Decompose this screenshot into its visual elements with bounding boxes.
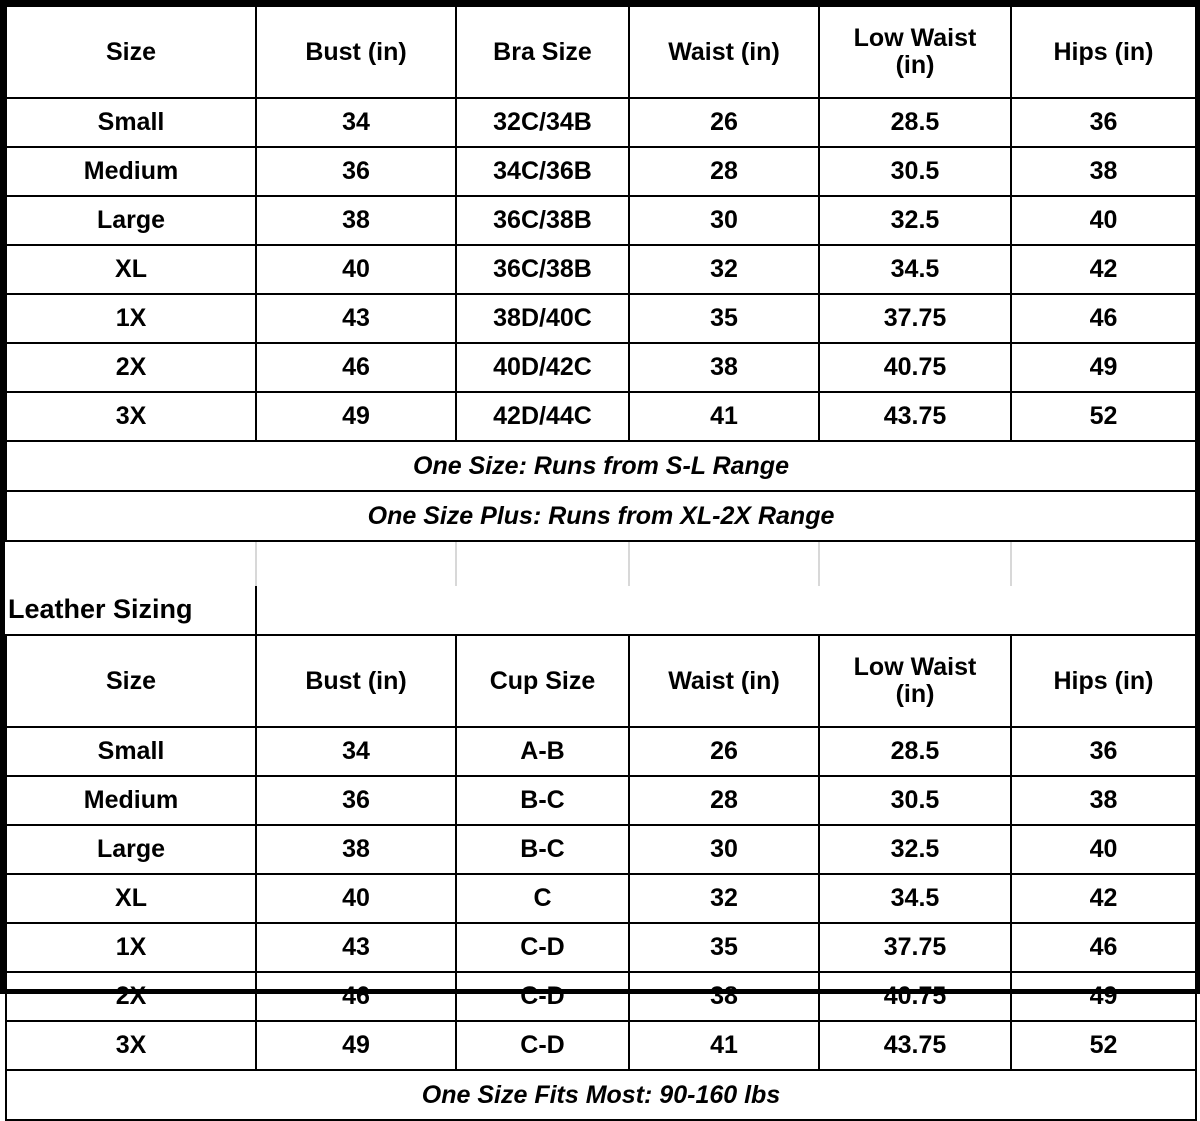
cell-cup-size: C-D	[456, 972, 629, 1021]
cell-hips: 46	[1011, 923, 1196, 972]
cell-cup-size: C	[456, 874, 629, 923]
spacer-cell	[629, 541, 819, 586]
table-one-header-row	[6, 6, 1196, 98]
cell-bust: 38	[256, 825, 456, 874]
column-header-size: Size	[6, 6, 256, 98]
cell-bust: 36	[256, 776, 456, 825]
table-row	[6, 196, 1196, 245]
cell-cup-size: B-C	[456, 776, 629, 825]
cell-cup-size: B-C	[456, 825, 629, 874]
column-header-waist: Waist (in)	[629, 6, 819, 98]
column-header-bust: Bust (in)	[256, 6, 456, 98]
cell-bust: 46	[256, 972, 456, 1021]
table-row	[6, 1021, 1196, 1070]
cell-hips: 49	[1011, 343, 1196, 392]
cell-waist: 38	[629, 343, 819, 392]
cell-low-waist: 40.75	[819, 343, 1011, 392]
cell-hips: 40	[1011, 825, 1196, 874]
cell-size: Medium	[6, 776, 256, 825]
cell-waist: 35	[629, 923, 819, 972]
spacer-cell	[819, 541, 1011, 586]
note-one-size: One Size: Runs from S-L Range	[6, 441, 1196, 491]
cell-bra-size: 32C/34B	[456, 98, 629, 147]
cell-size: XL	[6, 245, 256, 294]
cell-bust: 49	[256, 392, 456, 441]
low-waist-line-2: (in)	[895, 51, 935, 79]
table-row	[6, 294, 1196, 343]
cell-size: 3X	[6, 392, 256, 441]
cell-low-waist: 43.75	[819, 392, 1011, 441]
cell-size: 2X	[6, 972, 256, 1021]
cell-low-waist: 28.5	[819, 98, 1011, 147]
note-row	[6, 1070, 1196, 1120]
cell-size: 1X	[6, 294, 256, 343]
cell-bust: 36	[256, 147, 456, 196]
cell-size: Large	[6, 196, 256, 245]
section-blank-cell	[256, 586, 456, 635]
cell-low-waist: 30.5	[819, 147, 1011, 196]
cell-hips: 52	[1011, 1021, 1196, 1070]
column-header-bra-size: Bra Size	[456, 6, 629, 98]
cell-bust: 38	[256, 196, 456, 245]
cell-low-waist: 30.5	[819, 776, 1011, 825]
table-row	[6, 392, 1196, 441]
table-row	[6, 874, 1196, 923]
cell-hips: 36	[1011, 727, 1196, 776]
section-label-leather-sizing: Leather Sizing	[6, 586, 256, 635]
cell-hips: 36	[1011, 98, 1196, 147]
cell-hips: 40	[1011, 196, 1196, 245]
size-chart-table	[5, 5, 1197, 1121]
cell-waist: 30	[629, 825, 819, 874]
cell-low-waist: 40.75	[819, 972, 1011, 1021]
cell-bra-size: 40D/42C	[456, 343, 629, 392]
column-header-size: Size	[6, 635, 256, 727]
section-label-row	[6, 586, 1196, 635]
column-header-bust: Bust (in)	[256, 635, 456, 727]
cell-waist: 26	[629, 727, 819, 776]
spacer-row	[6, 541, 1196, 586]
table-row	[6, 972, 1196, 1021]
cell-bust: 43	[256, 294, 456, 343]
column-header-hips: Hips (in)	[1011, 6, 1196, 98]
cell-hips: 52	[1011, 392, 1196, 441]
note-one-size-plus: One Size Plus: Runs from XL-2X Range	[6, 491, 1196, 541]
spacer-cell	[456, 541, 629, 586]
cell-hips: 38	[1011, 147, 1196, 196]
cell-bust: 43	[256, 923, 456, 972]
cell-bust: 49	[256, 1021, 456, 1070]
cell-low-waist: 34.5	[819, 245, 1011, 294]
cell-hips: 38	[1011, 776, 1196, 825]
cell-size: 1X	[6, 923, 256, 972]
column-header-low-waist	[819, 635, 1011, 727]
cell-size: 2X	[6, 343, 256, 392]
low-waist-line-1: Low Waist	[853, 653, 977, 681]
cell-bust: 40	[256, 245, 456, 294]
table-two-header-row	[6, 635, 1196, 727]
cell-bra-size: 34C/36B	[456, 147, 629, 196]
cell-low-waist: 28.5	[819, 727, 1011, 776]
cell-waist: 28	[629, 147, 819, 196]
cell-size: Medium	[6, 147, 256, 196]
table-row	[6, 776, 1196, 825]
cell-bra-size: 36C/38B	[456, 245, 629, 294]
table-row	[6, 825, 1196, 874]
cell-cup-size: A-B	[456, 727, 629, 776]
low-waist-line-2: (in)	[895, 680, 935, 708]
cell-waist: 32	[629, 245, 819, 294]
cell-low-waist: 43.75	[819, 1021, 1011, 1070]
section-blank-cell	[1011, 586, 1196, 635]
cell-waist: 28	[629, 776, 819, 825]
cell-hips: 46	[1011, 294, 1196, 343]
section-blank-cell	[456, 586, 629, 635]
cell-low-waist: 32.5	[819, 196, 1011, 245]
cell-hips: 42	[1011, 245, 1196, 294]
cell-hips: 42	[1011, 874, 1196, 923]
note-one-size-fits-most: One Size Fits Most: 90-160 lbs	[6, 1070, 1196, 1120]
cell-size: Small	[6, 727, 256, 776]
low-waist-line-1: Low Waist	[853, 24, 977, 52]
cell-size: Small	[6, 98, 256, 147]
cell-low-waist: 32.5	[819, 825, 1011, 874]
section-blank-cell	[629, 586, 819, 635]
spacer-cell	[256, 541, 456, 586]
cell-size: 3X	[6, 1021, 256, 1070]
cell-bust: 34	[256, 727, 456, 776]
cell-hips: 49	[1011, 972, 1196, 1021]
table-row	[6, 923, 1196, 972]
cell-bra-size: 42D/44C	[456, 392, 629, 441]
spacer-cell	[1011, 541, 1196, 586]
table-row	[6, 147, 1196, 196]
cell-bra-size: 38D/40C	[456, 294, 629, 343]
table-row	[6, 98, 1196, 147]
cell-bust: 34	[256, 98, 456, 147]
table-row	[6, 343, 1196, 392]
table-row	[6, 245, 1196, 294]
note-row	[6, 441, 1196, 491]
section-blank-cell	[819, 586, 1011, 635]
cell-low-waist: 37.75	[819, 923, 1011, 972]
cell-size: Large	[6, 825, 256, 874]
note-row	[6, 491, 1196, 541]
cell-cup-size: C-D	[456, 1021, 629, 1070]
cell-bust: 40	[256, 874, 456, 923]
cell-bra-size: 36C/38B	[456, 196, 629, 245]
spacer-cell	[6, 541, 256, 586]
column-header-waist: Waist (in)	[629, 635, 819, 727]
column-header-low-waist	[819, 6, 1011, 98]
cell-cup-size: C-D	[456, 923, 629, 972]
cell-waist: 30	[629, 196, 819, 245]
cell-waist: 41	[629, 392, 819, 441]
cell-low-waist: 37.75	[819, 294, 1011, 343]
cell-low-waist: 34.5	[819, 874, 1011, 923]
cell-bust: 46	[256, 343, 456, 392]
column-header-hips: Hips (in)	[1011, 635, 1196, 727]
cell-waist: 26	[629, 98, 819, 147]
cell-waist: 38	[629, 972, 819, 1021]
cell-waist: 41	[629, 1021, 819, 1070]
cell-waist: 32	[629, 874, 819, 923]
cell-size: XL	[6, 874, 256, 923]
table-row	[6, 727, 1196, 776]
cell-waist: 35	[629, 294, 819, 343]
column-header-cup-size: Cup Size	[456, 635, 629, 727]
